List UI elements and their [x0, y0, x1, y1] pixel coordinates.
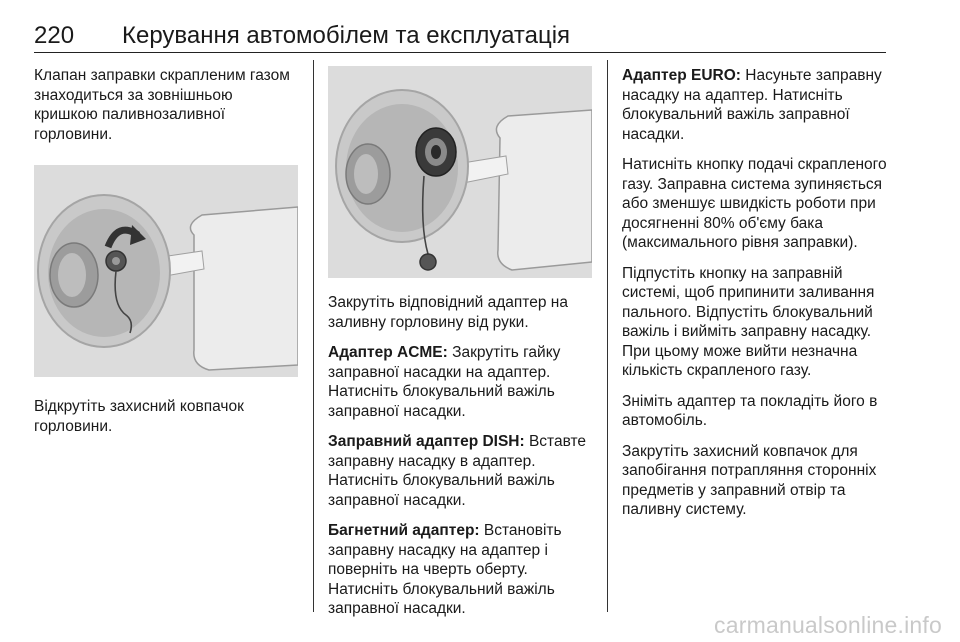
paragraph-screw-cap: Закрутіть захисний ковпачок для запобігання потрапляння сторонніх предметів у заправний отвір та паливну систему.	[622, 442, 877, 518]
figure-unscrew-cap	[34, 165, 298, 377]
column-1	[34, 66, 300, 447]
euro-adapter-text: Насуньте заправну насадку на адаптер. Натисніть блокувальний важіль заправної насадки.	[622, 67, 882, 143]
paragraph-screw-adapter: Закрутіть відповідний адаптер на заливну горловину від руки.	[328, 294, 568, 331]
bayonet-adapter-text: Встановіть заправну насадку на адаптер і поверніть на чверть оберту. Натисніть блокувальний важіль заправної насадки.	[328, 522, 562, 617]
paragraph-remove-adapter: Зніміть адаптер та покладіть його в автомобіль.	[622, 392, 878, 429]
column-divider-2	[607, 60, 608, 612]
column-2	[328, 66, 594, 630]
paragraph-euro-adapter	[622, 66, 888, 144]
running-title: Керування автомобілем та експлуатація	[122, 22, 571, 49]
header-rule	[34, 52, 886, 53]
paragraph-unscrew-cap: Відкрутіть захисний ковпачок горловини.	[34, 398, 244, 435]
paragraph-valve-location: Клапан заправки скрапленим газом знаходиться за зовнішньою кришкою паливнозаливної горловини.	[34, 67, 290, 143]
dish-adapter-text: Вставте заправну насадку в адаптер. Натисніть блокувальний важіль заправної насадки.	[328, 433, 587, 509]
paragraph-acme-adapter	[328, 343, 594, 421]
dish-adapter-label: Заправний адаптер DISH:	[328, 433, 525, 450]
paragraph-bayonet-adapter	[328, 521, 594, 619]
column-3	[622, 66, 888, 531]
paragraph-press-button: Натисніть кнопку подачі скрапленого газу. Заправна система зупиняється або зменшує швидкість роботи при досягненні 80% об'єму бака (максимального рівня заправки).	[622, 156, 887, 251]
bayonet-adapter-label: Багнетний адаптер:	[328, 522, 480, 539]
figure-screw-adapter	[328, 66, 592, 278]
watermark: carmanualsonline.info	[714, 612, 942, 638]
paragraph-release-button: Підпустіть кнопку на заправній системі, щоб припинити заливання пального. Відпустіть блокувальний важіль і вийміть заправну насадку. При цьому може вийти незначна кількість скрапленого газу.	[622, 264, 875, 379]
page-number: 220	[34, 22, 75, 49]
page-header	[34, 22, 886, 52]
euro-adapter-label: Адаптер EURO:	[622, 67, 741, 84]
column-divider-1	[313, 60, 314, 612]
paragraph-dish-adapter	[328, 432, 594, 510]
acme-adapter-text: Закрутіть гайку заправної насадки на адаптер. Натисніть блокувальний важіль заправної насадки.	[328, 344, 561, 420]
acme-adapter-label: Адаптер ACME:	[328, 344, 448, 361]
